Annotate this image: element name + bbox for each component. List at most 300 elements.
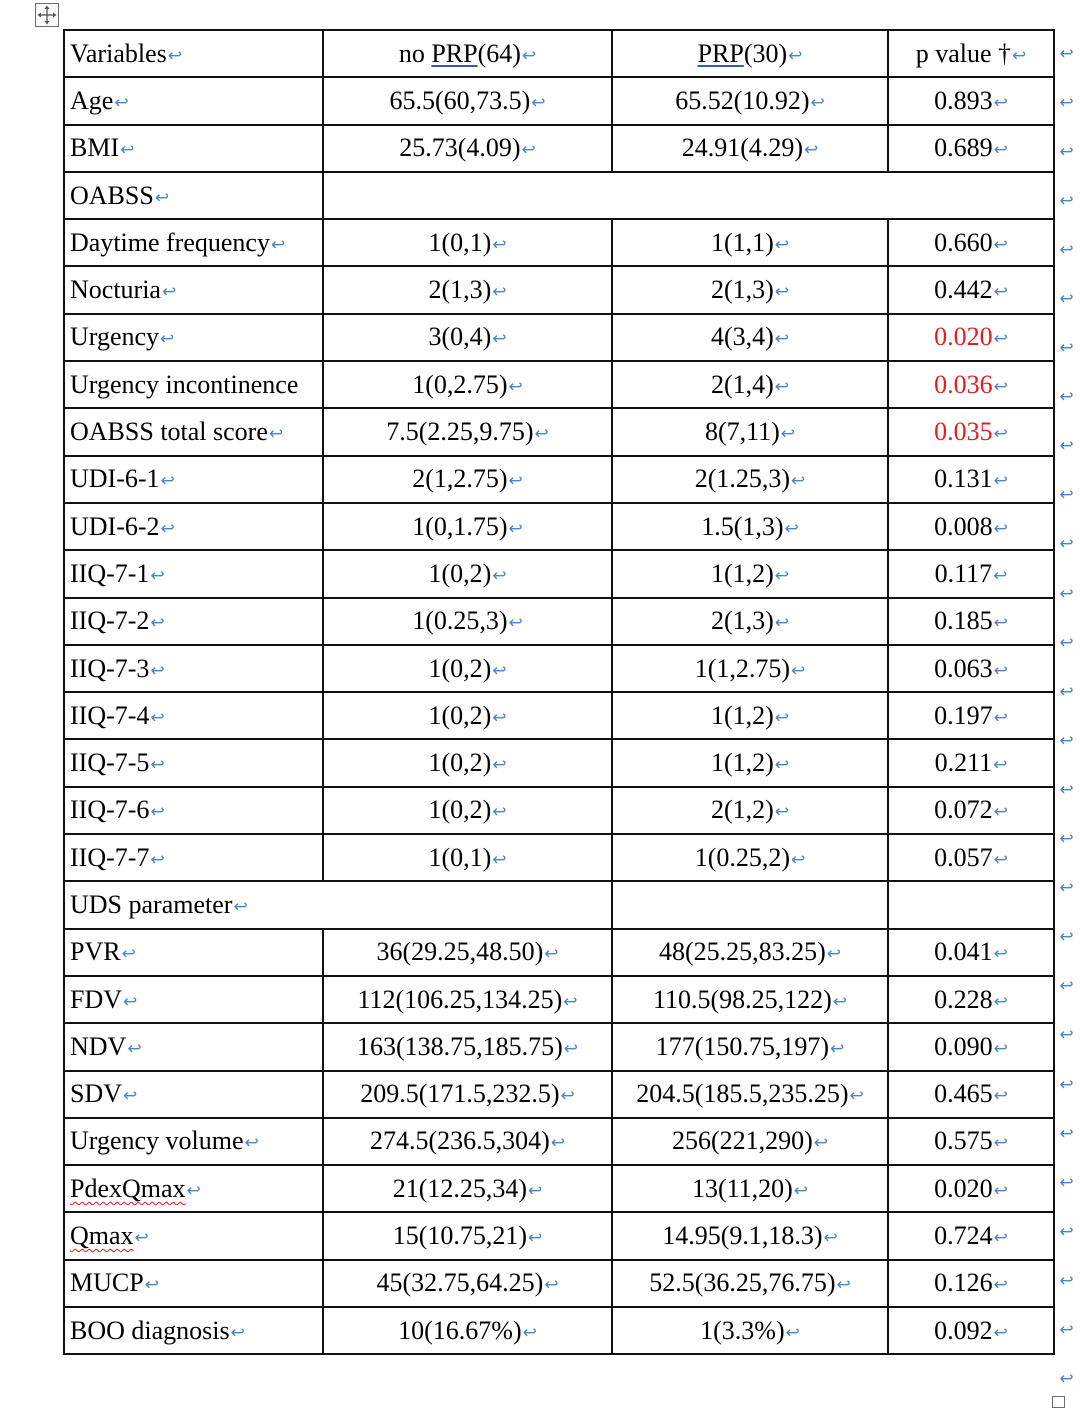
prp-cell[interactable] <box>612 1307 888 1354</box>
p-value: 0.020 <box>934 322 993 352</box>
variable-cell[interactable] <box>64 1260 323 1307</box>
p-value: 0.724 <box>934 1221 993 1251</box>
paragraph-mark-icon: ↩ <box>993 1086 1008 1107</box>
move-arrows-icon <box>36 4 58 26</box>
prp-cell[interactable] <box>612 929 888 976</box>
prp-cell[interactable] <box>612 125 888 172</box>
paragraph-mark-icon: ↩ <box>492 802 507 823</box>
header-prp-suffix: (30) <box>743 38 788 68</box>
table-row <box>64 645 1054 692</box>
paragraph-mark-icon: ↩ <box>993 424 1008 445</box>
paragraph-mark-icon: ↩ <box>993 92 1008 113</box>
prp-cell[interactable] <box>612 1023 888 1070</box>
paragraph-mark-icon: ↩ <box>492 329 507 350</box>
no-prp-cell[interactable] <box>323 361 612 408</box>
p-value-cell[interactable] <box>888 361 1054 408</box>
header-row <box>64 30 1054 77</box>
paragraph-mark-icon: ↩ <box>492 234 507 255</box>
row-end-mark-icon: ↩ <box>1059 338 1074 359</box>
no-prp-value: 65.5(60,73.5) <box>389 85 531 115</box>
prp-value: 256(221,290) <box>671 1126 813 1156</box>
prp-cell[interactable] <box>612 1071 888 1118</box>
paragraph-mark-icon: ↩ <box>508 613 523 634</box>
paragraph-mark-icon: ↩ <box>508 376 523 397</box>
p-value: 0.575 <box>934 1126 993 1156</box>
paragraph-mark-icon: ↩ <box>993 944 1008 965</box>
row-end-mark-icon: ↩ <box>1059 829 1074 850</box>
no-prp-value: 1(0,2) <box>428 653 492 683</box>
variable-cell[interactable] <box>64 219 323 266</box>
variable-cell[interactable] <box>64 645 323 692</box>
prp-value: 52.5(36.25,76.75) <box>649 1268 836 1298</box>
no-prp-cell[interactable] <box>323 503 612 550</box>
table-row <box>64 1165 1054 1212</box>
row-end-mark-icon: ↩ <box>1059 436 1074 457</box>
no-prp-cell[interactable] <box>323 1260 612 1307</box>
variable-cell[interactable] <box>64 739 323 786</box>
no-prp-cell[interactable] <box>323 1023 612 1070</box>
paragraph-mark-icon: ↩ <box>534 424 549 445</box>
paragraph-mark-icon: ↩ <box>804 140 819 161</box>
variable-cell[interactable] <box>64 550 323 597</box>
table-row <box>64 266 1054 313</box>
prp-value: 177(150.75,197) <box>655 1031 830 1061</box>
paragraph-mark-icon: ↩ <box>528 1228 543 1249</box>
p-value-cell[interactable] <box>888 1260 1054 1307</box>
section-label: OABSS <box>70 180 154 210</box>
paragraph-mark-icon: ↩ <box>813 1133 829 1154</box>
paragraph-mark-icon: ↩ <box>508 518 523 539</box>
prp-cell[interactable] <box>612 598 888 645</box>
variable-cell[interactable] <box>64 266 323 313</box>
table-move-handle[interactable] <box>35 3 59 27</box>
table-row <box>64 1118 1054 1165</box>
paragraph-mark-icon: ↩ <box>993 991 1008 1012</box>
table-row <box>64 976 1054 1023</box>
paragraph-mark-icon: ↩ <box>150 802 165 823</box>
variable-label: UDI-6-2 <box>70 511 160 541</box>
header-cell-prp[interactable] <box>612 30 888 77</box>
prp-value: 2(1,3) <box>710 275 774 305</box>
paragraph-mark-icon: ↩ <box>150 660 165 681</box>
prp-value: 13(11,20) <box>691 1173 793 1203</box>
paragraph-mark-icon: ↩ <box>492 282 507 303</box>
prp-value: 1(1,2) <box>710 700 774 730</box>
variable-label: MUCP <box>70 1268 144 1298</box>
p-value: 0.117 <box>934 558 993 588</box>
no-prp-cell[interactable] <box>323 1307 612 1354</box>
p-value-cell[interactable] <box>888 408 1054 455</box>
p-value-cell[interactable] <box>888 692 1054 739</box>
p-value-cell[interactable] <box>888 929 1054 976</box>
paragraph-mark-icon: ↩ <box>993 613 1008 634</box>
no-prp-value: 274.5(236.5,304) <box>369 1126 550 1156</box>
prp-cell[interactable] <box>612 314 888 361</box>
row-end-mark-icon: ↩ <box>1059 1172 1074 1193</box>
variable-label: Age <box>70 85 114 115</box>
paragraph-mark-icon: ↩ <box>832 991 848 1012</box>
prp-value: 2(1,3) <box>710 606 774 636</box>
no-prp-cell[interactable] <box>323 739 612 786</box>
paragraph-mark-icon: ↩ <box>492 755 507 776</box>
paragraph-mark-icon: ↩ <box>1012 45 1027 66</box>
no-prp-cell[interactable] <box>323 550 612 597</box>
p-value-cell[interactable] <box>888 503 1054 550</box>
variable-label: FDV <box>70 984 123 1014</box>
prp-cell[interactable] <box>612 645 888 692</box>
paragraph-mark-icon: ↩ <box>993 329 1008 350</box>
paragraph-mark-icon: ↩ <box>528 1180 543 1201</box>
no-prp-value: 1(0,2.75) <box>412 369 508 399</box>
no-prp-cell[interactable] <box>323 125 612 172</box>
paragraph-mark-icon: ↩ <box>993 376 1008 397</box>
p-value-cell[interactable] <box>888 550 1054 597</box>
no-prp-value: 3(0,4) <box>428 322 492 352</box>
table-row <box>64 692 1054 739</box>
paragraph-mark-icon: ↩ <box>993 660 1008 681</box>
prp-cell[interactable] <box>612 1118 888 1165</box>
paragraph-mark-icon: ↩ <box>492 707 507 728</box>
prp-cell[interactable] <box>612 1212 888 1259</box>
section-label-cell[interactable] <box>64 172 323 219</box>
row-end-mark-icon: ↩ <box>1059 141 1074 162</box>
row-end-mark-icon: ↩ <box>1059 1319 1074 1340</box>
variable-cell[interactable] <box>64 976 323 1023</box>
prp-value: 1(0.25,2) <box>694 842 791 872</box>
table-row <box>64 361 1054 408</box>
table-resize-handle[interactable] <box>1052 1396 1065 1408</box>
p-value-cell[interactable] <box>888 976 1054 1023</box>
variable-cell[interactable] <box>64 1023 323 1070</box>
no-prp-cell[interactable] <box>323 1071 612 1118</box>
no-prp-value: 2(1,3) <box>428 275 492 305</box>
prp-value: 4(3,4) <box>710 322 774 352</box>
paragraph-mark-icon: ↩ <box>120 140 135 161</box>
empty-cell[interactable] <box>323 172 1054 219</box>
header-cell-variables[interactable] <box>64 30 323 77</box>
paragraph-mark-icon: ↩ <box>230 1322 245 1343</box>
table-row <box>64 1023 1054 1070</box>
paragraph-mark-icon: ↩ <box>244 1133 259 1154</box>
variable-label: Nocturia <box>70 275 161 305</box>
variable-label: Urgency <box>70 322 160 352</box>
variable-label: Urgency volume <box>70 1126 244 1156</box>
prp-value: 65.52(10.92) <box>675 85 810 115</box>
paragraph-mark-icon: ↩ <box>160 329 175 350</box>
p-value-cell[interactable] <box>888 1118 1054 1165</box>
p-value: 0.442 <box>934 275 993 305</box>
prp-cell[interactable] <box>612 787 888 834</box>
paragraph-mark-icon: ↩ <box>186 1180 201 1201</box>
no-prp-cell[interactable] <box>323 598 612 645</box>
paragraph-mark-icon: ↩ <box>791 660 806 681</box>
paragraph-mark-icon: ↩ <box>492 565 507 586</box>
row-end-mark-icon: ↩ <box>1059 485 1074 506</box>
row-end-mark-icon: ↩ <box>1059 730 1074 751</box>
prp-cell[interactable] <box>612 503 888 550</box>
p-value-cell[interactable] <box>888 314 1054 361</box>
table-row <box>64 787 1054 834</box>
prp-value: 1(1,2) <box>710 748 774 778</box>
variable-label: PdexQmax <box>70 1173 186 1203</box>
empty-cell[interactable] <box>612 881 888 928</box>
variable-cell[interactable] <box>64 456 323 503</box>
prp-cell[interactable] <box>612 456 888 503</box>
section-label-cell[interactable] <box>64 881 612 928</box>
table-row <box>64 1212 1054 1259</box>
no-prp-value: 163(138.75,185.75) <box>356 1031 563 1061</box>
row-end-mark-icon: ↩ <box>1059 779 1074 800</box>
row-end-mark-icon: ↩ <box>1059 878 1074 899</box>
variable-cell[interactable] <box>64 834 323 881</box>
no-prp-cell[interactable] <box>323 314 612 361</box>
row-end-mark-icon: ↩ <box>1059 632 1074 653</box>
no-prp-value: 25.73(4.09) <box>399 133 521 163</box>
prp-cell[interactable] <box>612 1260 888 1307</box>
paragraph-mark-icon: ↩ <box>150 707 165 728</box>
prp-value: 1(3.3%) <box>700 1315 785 1345</box>
prp-cell[interactable] <box>612 361 888 408</box>
prp-cell[interactable] <box>612 266 888 313</box>
no-prp-cell[interactable] <box>323 77 612 124</box>
prp-cell[interactable] <box>612 692 888 739</box>
p-value-cell[interactable] <box>888 645 1054 692</box>
paragraph-mark-icon: ↩ <box>492 660 507 681</box>
prp-value: 1(1,2) <box>710 558 774 588</box>
table-row <box>64 1307 1054 1354</box>
paragraph-mark-icon: ↩ <box>993 1133 1008 1154</box>
table-row <box>64 219 1054 266</box>
no-prp-value: 1(0,2) <box>428 748 492 778</box>
section-row <box>64 881 1054 928</box>
variable-cell[interactable] <box>64 77 323 124</box>
variable-cell[interactable] <box>64 503 323 550</box>
paragraph-mark-icon: ↩ <box>993 282 1008 303</box>
variable-label: IIQ-7-1 <box>70 558 150 588</box>
table-row <box>64 125 1054 172</box>
no-prp-value: 1(0,1) <box>428 842 492 872</box>
variable-label: SDV <box>70 1079 123 1109</box>
paragraph-mark-icon: ↩ <box>544 1275 559 1296</box>
paragraph-mark-icon: ↩ <box>993 1322 1008 1343</box>
variable-label: IIQ-7-4 <box>70 700 150 730</box>
row-end-mark-icon: ↩ <box>1059 43 1074 64</box>
table-row <box>64 1260 1054 1307</box>
no-prp-cell[interactable] <box>323 456 612 503</box>
paragraph-mark-icon: ↩ <box>849 1086 864 1107</box>
variable-cell[interactable] <box>64 1071 323 1118</box>
p-value: 0.689 <box>934 133 993 163</box>
prp-cell[interactable] <box>612 1165 888 1212</box>
p-value-cell[interactable] <box>888 456 1054 503</box>
header-no-prp-prefix: no <box>398 38 432 68</box>
variable-cell[interactable] <box>64 1165 323 1212</box>
variable-cell[interactable] <box>64 1307 323 1354</box>
p-value: 0.197 <box>934 700 993 730</box>
no-prp-cell[interactable] <box>323 1165 612 1212</box>
section-label: UDS parameter <box>70 889 233 919</box>
prp-value: 110.5(98.25,122) <box>652 984 832 1014</box>
variable-cell[interactable] <box>64 598 323 645</box>
no-prp-cell[interactable] <box>323 219 612 266</box>
header-no-prp-term: PRP <box>431 38 478 68</box>
table-row <box>64 550 1054 597</box>
paragraph-mark-icon: ↩ <box>127 1038 142 1059</box>
paragraph-mark-icon: ↩ <box>774 613 790 634</box>
paragraph-mark-icon: ↩ <box>826 944 842 965</box>
variable-cell[interactable] <box>64 408 323 455</box>
paragraph-mark-icon: ↩ <box>150 565 165 586</box>
header-no-prp-suffix: (64) <box>477 38 521 68</box>
p-value: 0.131 <box>934 464 993 494</box>
p-value: 0.041 <box>934 937 993 967</box>
no-prp-cell[interactable] <box>323 787 612 834</box>
paragraph-mark-icon: ↩ <box>993 234 1008 255</box>
table-body <box>64 30 1054 1354</box>
p-value: 0.036 <box>934 369 993 399</box>
p-value-cell[interactable] <box>888 1071 1054 1118</box>
p-value-cell[interactable] <box>888 1307 1054 1354</box>
prp-value: 1(1,1) <box>710 227 774 257</box>
row-end-mark-icon: ↩ <box>1059 976 1074 997</box>
no-prp-cell[interactable] <box>323 929 612 976</box>
variable-cell[interactable] <box>64 929 323 976</box>
p-value-cell[interactable] <box>888 787 1054 834</box>
section-row <box>64 172 1054 219</box>
prp-cell[interactable] <box>612 408 888 455</box>
prp-cell[interactable] <box>612 219 888 266</box>
table-row <box>64 314 1054 361</box>
p-value: 0.228 <box>934 984 993 1014</box>
p-value-cell[interactable] <box>888 739 1054 786</box>
variable-label: Qmax <box>70 1221 134 1251</box>
no-prp-cell[interactable] <box>323 1118 612 1165</box>
no-prp-cell[interactable] <box>323 834 612 881</box>
header-cell-no-prp[interactable] <box>323 30 612 77</box>
variable-cell[interactable] <box>64 787 323 834</box>
table-row <box>64 929 1054 976</box>
no-prp-value: 36(29.25,48.50) <box>376 937 544 967</box>
paragraph-mark-icon: ↩ <box>123 1086 138 1107</box>
p-value-cell[interactable] <box>888 1165 1054 1212</box>
p-value-cell[interactable] <box>888 598 1054 645</box>
prp-cell[interactable] <box>612 550 888 597</box>
paragraph-mark-icon: ↩ <box>167 45 182 66</box>
paragraph-mark-icon: ↩ <box>993 1275 1008 1296</box>
paragraph-mark-icon: ↩ <box>993 140 1008 161</box>
paragraph-mark-icon: ↩ <box>784 518 799 539</box>
paragraph-mark-icon: ↩ <box>774 755 790 776</box>
row-end-mark-icon: ↩ <box>1059 583 1074 604</box>
variable-cell[interactable] <box>64 314 323 361</box>
p-value-cell[interactable] <box>888 266 1054 313</box>
paragraph-mark-icon: ↩ <box>521 140 536 161</box>
header-variables: Variables <box>70 38 167 68</box>
table-row <box>64 456 1054 503</box>
variable-label: BOO diagnosis <box>70 1315 230 1345</box>
p-value-cell[interactable] <box>888 1023 1054 1070</box>
variable-cell[interactable] <box>64 361 323 408</box>
header-cell-p-value[interactable] <box>888 30 1054 77</box>
paragraph-mark-icon: ↩ <box>774 376 790 397</box>
prp-cell[interactable] <box>612 739 888 786</box>
paragraph-mark-icon: ↩ <box>160 518 175 539</box>
p-value: 0.063 <box>934 653 993 683</box>
paragraph-mark-icon: ↩ <box>791 849 806 870</box>
paragraph-mark-icon: ↩ <box>793 1180 809 1201</box>
prp-value: 2(1,4) <box>710 369 774 399</box>
row-end-mark-icon: ↩ <box>1059 927 1074 948</box>
variable-label: PVR <box>70 937 121 967</box>
variable-label: UDI-6-1 <box>70 464 160 494</box>
no-prp-cell[interactable] <box>323 645 612 692</box>
no-prp-value: 1(0,2) <box>428 795 492 825</box>
variable-cell[interactable] <box>64 125 323 172</box>
paragraph-mark-icon: ↩ <box>522 1322 537 1343</box>
variable-cell[interactable] <box>64 1212 323 1259</box>
row-end-mark-icon: ↩ <box>1059 681 1074 702</box>
paragraph-mark-icon: ↩ <box>993 518 1008 539</box>
row-end-mark-icon: ↩ <box>1059 239 1074 260</box>
table-row <box>64 598 1054 645</box>
prp-value: 48(25.25,83.25) <box>658 937 826 967</box>
prp-value: 1(1,2.75) <box>694 653 791 683</box>
prp-value: 8(7,11) <box>704 417 780 447</box>
no-prp-value: 1(0,2) <box>428 558 492 588</box>
paragraph-mark-icon: ↩ <box>774 329 790 350</box>
p-value-cell[interactable] <box>888 1212 1054 1259</box>
paragraph-mark-icon: ↩ <box>774 565 790 586</box>
p-value-cell[interactable] <box>888 834 1054 881</box>
variable-cell[interactable] <box>64 692 323 739</box>
prp-cell[interactable] <box>612 834 888 881</box>
p-value: 0.185 <box>934 606 993 636</box>
table-row <box>64 408 1054 455</box>
p-value-cell[interactable] <box>888 219 1054 266</box>
no-prp-cell[interactable] <box>323 266 612 313</box>
no-prp-cell[interactable] <box>323 692 612 739</box>
p-value: 0.660 <box>934 227 993 257</box>
no-prp-value: 7.5(2.25,9.75) <box>386 417 534 447</box>
variable-cell[interactable] <box>64 1118 323 1165</box>
table-row <box>64 834 1054 881</box>
paragraph-mark-icon: ↩ <box>563 1038 579 1059</box>
header-prp-term: PRP <box>697 38 744 68</box>
prp-cell[interactable] <box>612 77 888 124</box>
p-value-cell[interactable] <box>888 125 1054 172</box>
no-prp-cell[interactable] <box>323 1212 612 1259</box>
p-value: 0.092 <box>934 1315 993 1345</box>
paragraph-mark-icon: ↩ <box>774 707 790 728</box>
p-value-cell[interactable] <box>888 77 1054 124</box>
table-row <box>64 1071 1054 1118</box>
paragraph-mark-icon: ↩ <box>154 187 170 208</box>
paragraph-mark-icon: ↩ <box>161 282 177 303</box>
paragraph-mark-icon: ↩ <box>836 1275 851 1296</box>
paragraph-mark-icon: ↩ <box>521 45 537 66</box>
empty-cell[interactable] <box>888 881 1054 928</box>
no-prp-value: 45(32.75,64.25) <box>376 1268 544 1298</box>
row-end-mark-icon: ↩ <box>1059 1270 1074 1291</box>
paragraph-mark-icon: ↩ <box>121 944 136 965</box>
prp-cell[interactable] <box>612 976 888 1023</box>
paragraph-mark-icon: ↩ <box>791 471 806 492</box>
p-value: 0.465 <box>934 1079 993 1109</box>
prp-value: 1.5(1,3) <box>701 511 784 541</box>
no-prp-cell[interactable] <box>323 408 612 455</box>
paragraph-mark-icon: ↩ <box>993 1180 1008 1201</box>
no-prp-cell[interactable] <box>323 976 612 1023</box>
